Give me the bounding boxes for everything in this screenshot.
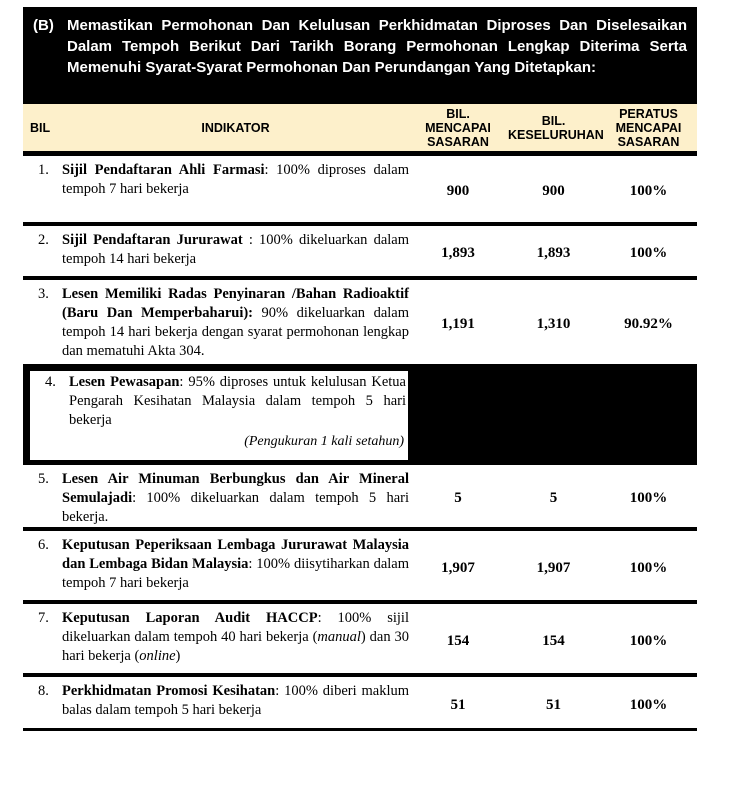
column-header-peratus: PERATUS MENCAPAI SASARAN [615, 106, 682, 149]
indicator-segment: : 100% diisytiharkan dalam tempoh 7 hari bekerja [62, 556, 409, 591]
row-number: 8. [38, 683, 49, 699]
value-mencapai-sasaran: 1,907 [441, 559, 475, 576]
value-keseluruhan: 5 [549, 490, 558, 506]
indicator-segment: ) [175, 648, 181, 664]
value-peratus: 100% [629, 183, 668, 199]
indicator-segment: Sijil Pendaftaran Ahli Farmasi [62, 162, 265, 178]
column-header-indikator: INDIKATOR [201, 120, 270, 135]
indicator-text [62, 682, 409, 720]
table-row [23, 677, 697, 731]
value-peratus: 100% [629, 632, 668, 649]
indicator-cell [62, 609, 409, 673]
indicator-box [23, 609, 409, 673]
indicator-segment: ) dan 30 hari bekerja ( [62, 629, 410, 664]
row-number: 6. [38, 537, 49, 553]
row-number: 5. [38, 471, 49, 487]
section-title: Memastikan Permohonan Dan Kelulusan Perkhidmatan Diproses Dan Diselesaikan Dalam Tempoh Berikut Dari Tarikh Borang Permohonan Lengkap Diterima Serta Memenuhi Syarat-Syarat Permohonan Dan Perundangan Yang Ditetapkan: [67, 17, 687, 76]
indicator-segment: Lesen Memiliki Radas Penyinaran /Bahan Radioaktif (Baru Dan Memperbaharui): [62, 286, 409, 321]
indicator-segment: : 100% dikeluarkan dalam tempoh 5 hari bekerja. [62, 490, 409, 525]
table-body [23, 156, 697, 731]
indicator-segment: : 100% diproses dalam tempoh 7 hari bekerja [62, 162, 409, 197]
indicator-box [23, 161, 409, 222]
table-row [23, 531, 697, 604]
value-keseluruhan: 900 [542, 183, 565, 199]
indicator-segment: Keputusan Peperiksaan Lembaga Jururawat Malaysia dan Lembaga Bidan Malaysia [62, 537, 409, 572]
value-keseluruhan: 1,907 [536, 559, 571, 576]
row-number: 7. [38, 610, 49, 626]
indicator-segment: manual [317, 629, 361, 645]
indicator-note: (Pengukuran 1 kali setahun) [244, 434, 404, 449]
value-mencapai-sasaran: 1,893 [441, 245, 475, 261]
indicator-cell [62, 682, 409, 728]
section-label: (B) [33, 17, 54, 34]
indicator-text [62, 231, 409, 269]
indicator-box [23, 536, 409, 600]
value-mencapai-sasaran: 5 [454, 490, 462, 506]
indicator-segment: Keputusan Laporan Audit HACCP [62, 610, 318, 626]
indicator-segment: Perkhidmatan Promosi Kesihatan [62, 683, 276, 699]
column-header-mencapai-sasaran: BIL. MENCAPAI SASARAN [425, 106, 491, 149]
row-number: 1. [38, 162, 49, 178]
indicator-segment: Sijil Pendaftaran Jururawat [62, 232, 249, 248]
value-keseluruhan: 154 [542, 632, 565, 649]
indicator-text [69, 373, 406, 430]
row-number: 4. [45, 374, 56, 390]
indicator-text [62, 470, 409, 527]
value-keseluruhan: 1,893 [536, 245, 571, 261]
indicator-box [30, 371, 408, 460]
indicator-text [62, 285, 409, 361]
indicator-box [23, 231, 409, 276]
indicator-segment: 90% dikeluarkan dalam tempoh 14 hari bekerja dengan syarat permohonan lengkap dan mematuhi Akta 304. [62, 305, 409, 359]
indicator-segment: : 100% diberi maklum balas dalam tempoh 5 hari bekerja [62, 683, 410, 718]
indicator-segment: : 100% dikeluarkan dalam tempoh 14 hari bekerja [62, 232, 409, 267]
indicator-cell [62, 285, 409, 364]
indicator-cell [62, 231, 409, 276]
table-row [23, 368, 697, 465]
value-mencapai-sasaran: 51 [450, 696, 466, 713]
table-row [23, 465, 697, 531]
value-mencapai-sasaran [408, 371, 506, 460]
indicator-text [62, 609, 409, 666]
value-peratus: 90.92% [624, 316, 673, 332]
indicator-cell [69, 373, 406, 458]
table-row [23, 226, 697, 280]
row-number: 2. [38, 232, 49, 248]
table-header-row [23, 104, 697, 156]
indicator-text [62, 536, 409, 593]
section-header [23, 7, 697, 104]
value-mencapai-sasaran: 900 [446, 183, 470, 199]
value-peratus: 100% [629, 696, 668, 713]
value-mencapai-sasaran: 1,191 [441, 316, 475, 332]
indicator-box [23, 285, 409, 364]
indicator-cell [62, 536, 409, 600]
value-keseluruhan: 51 [546, 696, 561, 713]
value-peratus [599, 371, 696, 460]
table-row [23, 604, 697, 677]
value-keseluruhan: 1,310 [536, 316, 571, 332]
indicator-box [23, 682, 409, 728]
indicator-segment: Lesen Pewasapan [69, 374, 180, 390]
report-table [23, 7, 697, 731]
value-peratus: 100% [629, 559, 668, 576]
row-number: 3. [38, 286, 49, 302]
indicator-cell [62, 161, 409, 222]
indicator-text [62, 161, 409, 199]
column-header-bil: BIL [30, 120, 51, 135]
value-peratus: 100% [629, 245, 668, 261]
indicator-cell [62, 470, 409, 527]
table-row [23, 280, 697, 368]
indicator-segment: : 95% diproses untuk kelulusan Ketua Pengarah Kesihatan Malaysia dalam tempoh 5 hari bekerja [69, 374, 406, 428]
indicator-box [23, 470, 409, 527]
value-mencapai-sasaran: 154 [446, 632, 470, 649]
value-keseluruhan [506, 371, 599, 460]
column-header-keseluruhan: BIL. KESELURUHAN [508, 113, 604, 142]
indicator-segment: online [139, 648, 176, 664]
table-row [23, 156, 697, 226]
value-peratus: 100% [629, 490, 668, 506]
indicator-segment: : 100% sijil dikeluarkan dalam tempoh 40 hari bekerja ( [62, 610, 409, 645]
indicator-segment: Lesen Air Minuman Berbungkus dan Air Mineral Semulajadi [62, 471, 409, 506]
